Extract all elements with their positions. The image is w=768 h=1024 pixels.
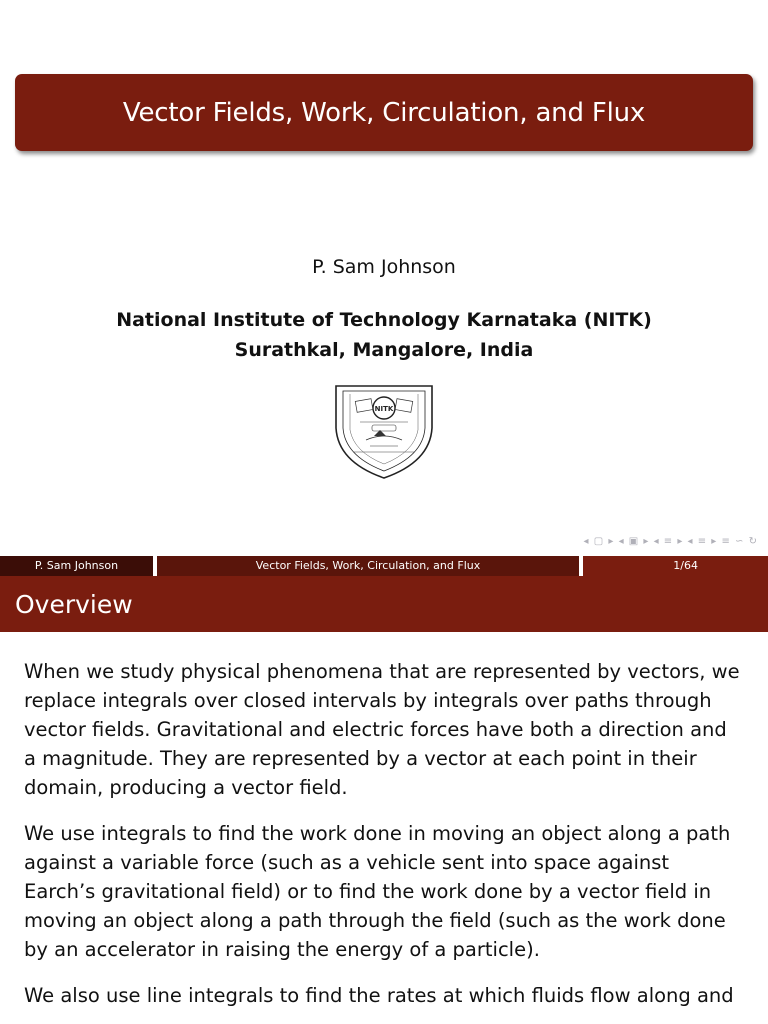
footer-author: P. Sam Johnson: [0, 556, 153, 576]
beamer-navigation-controls[interactable]: ◂ ▢ ▸ ◂ ▣ ▸ ◂ ≡ ▸ ◂ ≡ ▸ ≡ ∽ ↻: [583, 536, 758, 547]
overview-paragraph-1: When we study physical phenomena that are represented by vectors, we replace integrals over closed intervals by integrals over paths through vector fields. Gravitational and electric forces have both a direction and a magnitude. They are represented by a vector at each point in their domain, producing a vector field.: [24, 660, 740, 799]
institute-location: Surathkal, Mangalore, India: [234, 339, 534, 361]
nitk-logo: [330, 380, 438, 480]
presentation-title: Vector Fields, Work, Circulation, and Flux: [122, 97, 646, 128]
footer-title: Vector Fields, Work, Circulation, and Flux: [157, 556, 579, 576]
overview-paragraph-2: We use integrals to find the work done in moving an object along a path against a variable force (such as a vehicle sent into space against Earch’s gravitational field) or to find the work done by a vector field in moving an object along a path through the field (such as the work done by an accelerator in raising the energy of a particle).: [24, 822, 731, 961]
overview-paragraph-3: We also use line integrals to find the rates at which fluids flow along and: [24, 984, 734, 1007]
institute-block: [0, 305, 768, 365]
title-banner: [15, 74, 753, 151]
slide-footer: [0, 556, 768, 576]
logo-text: NITK: [374, 405, 394, 413]
footer-page-number: 1/64: [583, 556, 768, 576]
frame-title: Overview: [0, 576, 768, 632]
institute-name: National Institute of Technology Karnataka (NITK): [116, 309, 652, 331]
overview-slide: [0, 576, 768, 1024]
author-name: P. Sam Johnson: [312, 256, 456, 278]
